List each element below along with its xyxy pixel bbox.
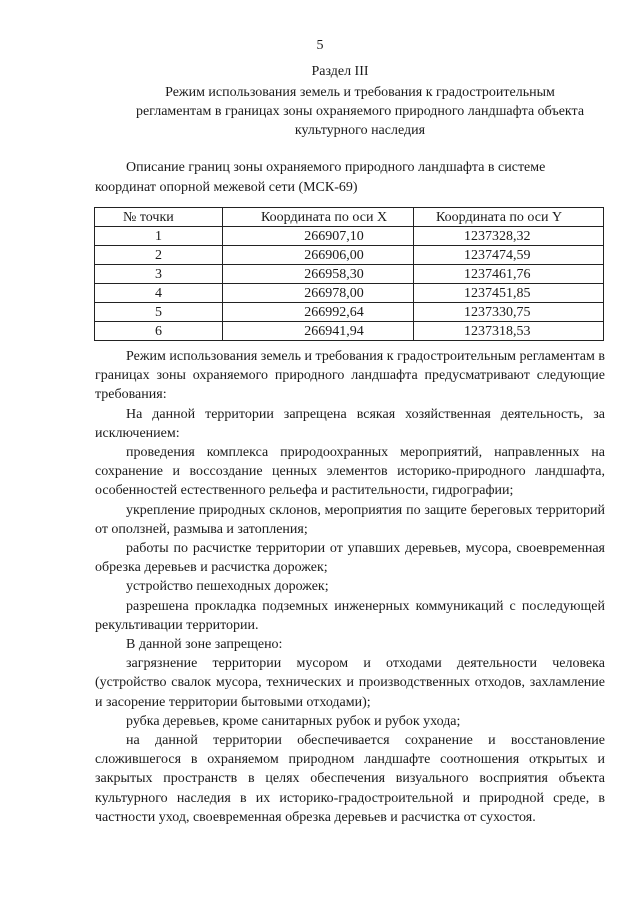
regulations-text xyxy=(95,347,605,827)
section-title: Раздел III xyxy=(311,64,369,79)
paragraph-forbidden-2: рубка деревьев, кроме санитарных рубок и рубок ухода; xyxy=(126,713,461,729)
paragraph-prohibition: На данной территории запрещена всякая хозяйственная деятельность, за исключением: xyxy=(95,406,605,441)
point-number-cell: 1 xyxy=(95,227,223,246)
table-header-row xyxy=(95,208,604,227)
description-line: Описание границ зоны охраняемого природного ландшафта в системе xyxy=(126,160,546,175)
paragraph-exception-3: работы по расчистке территории от упавших деревьев, мусора, своевременная обрезка деревьев и расчистка дорожек; xyxy=(95,541,605,576)
coord-y-cell: 1237474,59 xyxy=(414,246,604,265)
heading-line: культурного наследия xyxy=(294,123,426,138)
table-row xyxy=(95,265,604,284)
table-row xyxy=(95,284,604,303)
coord-x-cell: 266978,00 xyxy=(223,284,414,303)
table-row xyxy=(95,246,604,265)
heading-line: Режим использования земель и требования к градостроительным xyxy=(165,85,555,100)
point-number-cell: 3 xyxy=(95,265,223,284)
coord-y-cell: 1237461,76 xyxy=(414,265,604,284)
header-coord-x: Координата по оси X xyxy=(223,208,414,227)
paragraph-intro: Режим использования земель и требования к градостроительным регламентам в границах зоны охраняемого природного ландшафта предусматривают следующие требования: xyxy=(95,349,605,403)
paragraph-exception-1: проведения комплекса природоохранных мероприятий, направленных на сохранение и воссоздание ценных элементов историко-природного ландшафта, особенностей естественного рельефа и растительности, гидрографии; xyxy=(95,445,605,499)
table-row xyxy=(95,322,604,341)
coordinates-description xyxy=(95,158,620,198)
point-number-cell: 5 xyxy=(95,303,223,322)
coord-x-cell: 266907,10 xyxy=(223,227,414,246)
document-heading xyxy=(95,83,625,140)
paragraph-exception-4: устройство пешеходных дорожек; xyxy=(126,579,329,595)
point-number-cell: 4 xyxy=(95,284,223,303)
coord-y-cell: 1237328,32 xyxy=(414,227,604,246)
header-point-number: № точки xyxy=(95,208,223,227)
coord-y-cell: 1237318,53 xyxy=(414,322,604,341)
paragraph-exception-2: укрепление природных склонов, мероприятия по защите береговых территорий от оползней, размыва и затопления; xyxy=(95,502,605,537)
coord-y-cell: 1237451,85 xyxy=(414,284,604,303)
description-line: координат опорной межевой сети (МСК-69) xyxy=(95,180,358,195)
page-number: 5 xyxy=(316,38,324,53)
coordinates-table xyxy=(94,207,604,341)
heading-line: регламентам в границах зоны охраняемого природного ландшафта объекта xyxy=(135,104,585,119)
coord-x-cell: 266941,94 xyxy=(223,322,414,341)
point-number-cell: 6 xyxy=(95,322,223,341)
coord-x-cell: 266958,30 xyxy=(223,265,414,284)
header-coord-y: Координата по оси Y xyxy=(414,208,604,227)
point-number-cell: 2 xyxy=(95,246,223,265)
paragraph-forbidden-heading: В данной зоне запрещено: xyxy=(126,637,283,653)
coord-x-cell: 266906,00 xyxy=(223,246,414,265)
coord-y-cell: 1237330,75 xyxy=(414,303,604,322)
coord-x-cell: 266992,64 xyxy=(223,303,414,322)
paragraph-preservation: на данной территории обеспечивается сохранение и восстановление сложившегося в охраняемом природном ландшафте соотношения открытых и закрытых пространств в целях обеспечения визуального восприятия объекта культурного наследия в их историко-градостроительной и природной среде, в частности уход, своевременная обрезка деревьев и расчистка от сухостоя. xyxy=(95,733,605,825)
paragraph-forbidden-1: загрязнение территории мусором и отходами деятельности человека (устройство свалок мусора, технических и производственных отходов, захламление и засорение территории бытовыми отходами); xyxy=(95,656,605,710)
table-row xyxy=(95,303,604,322)
table-row xyxy=(95,227,604,246)
paragraph-exception-5: разрешена прокладка подземных инженерных коммуникаций с последующей рекультивации территории. xyxy=(95,598,605,633)
